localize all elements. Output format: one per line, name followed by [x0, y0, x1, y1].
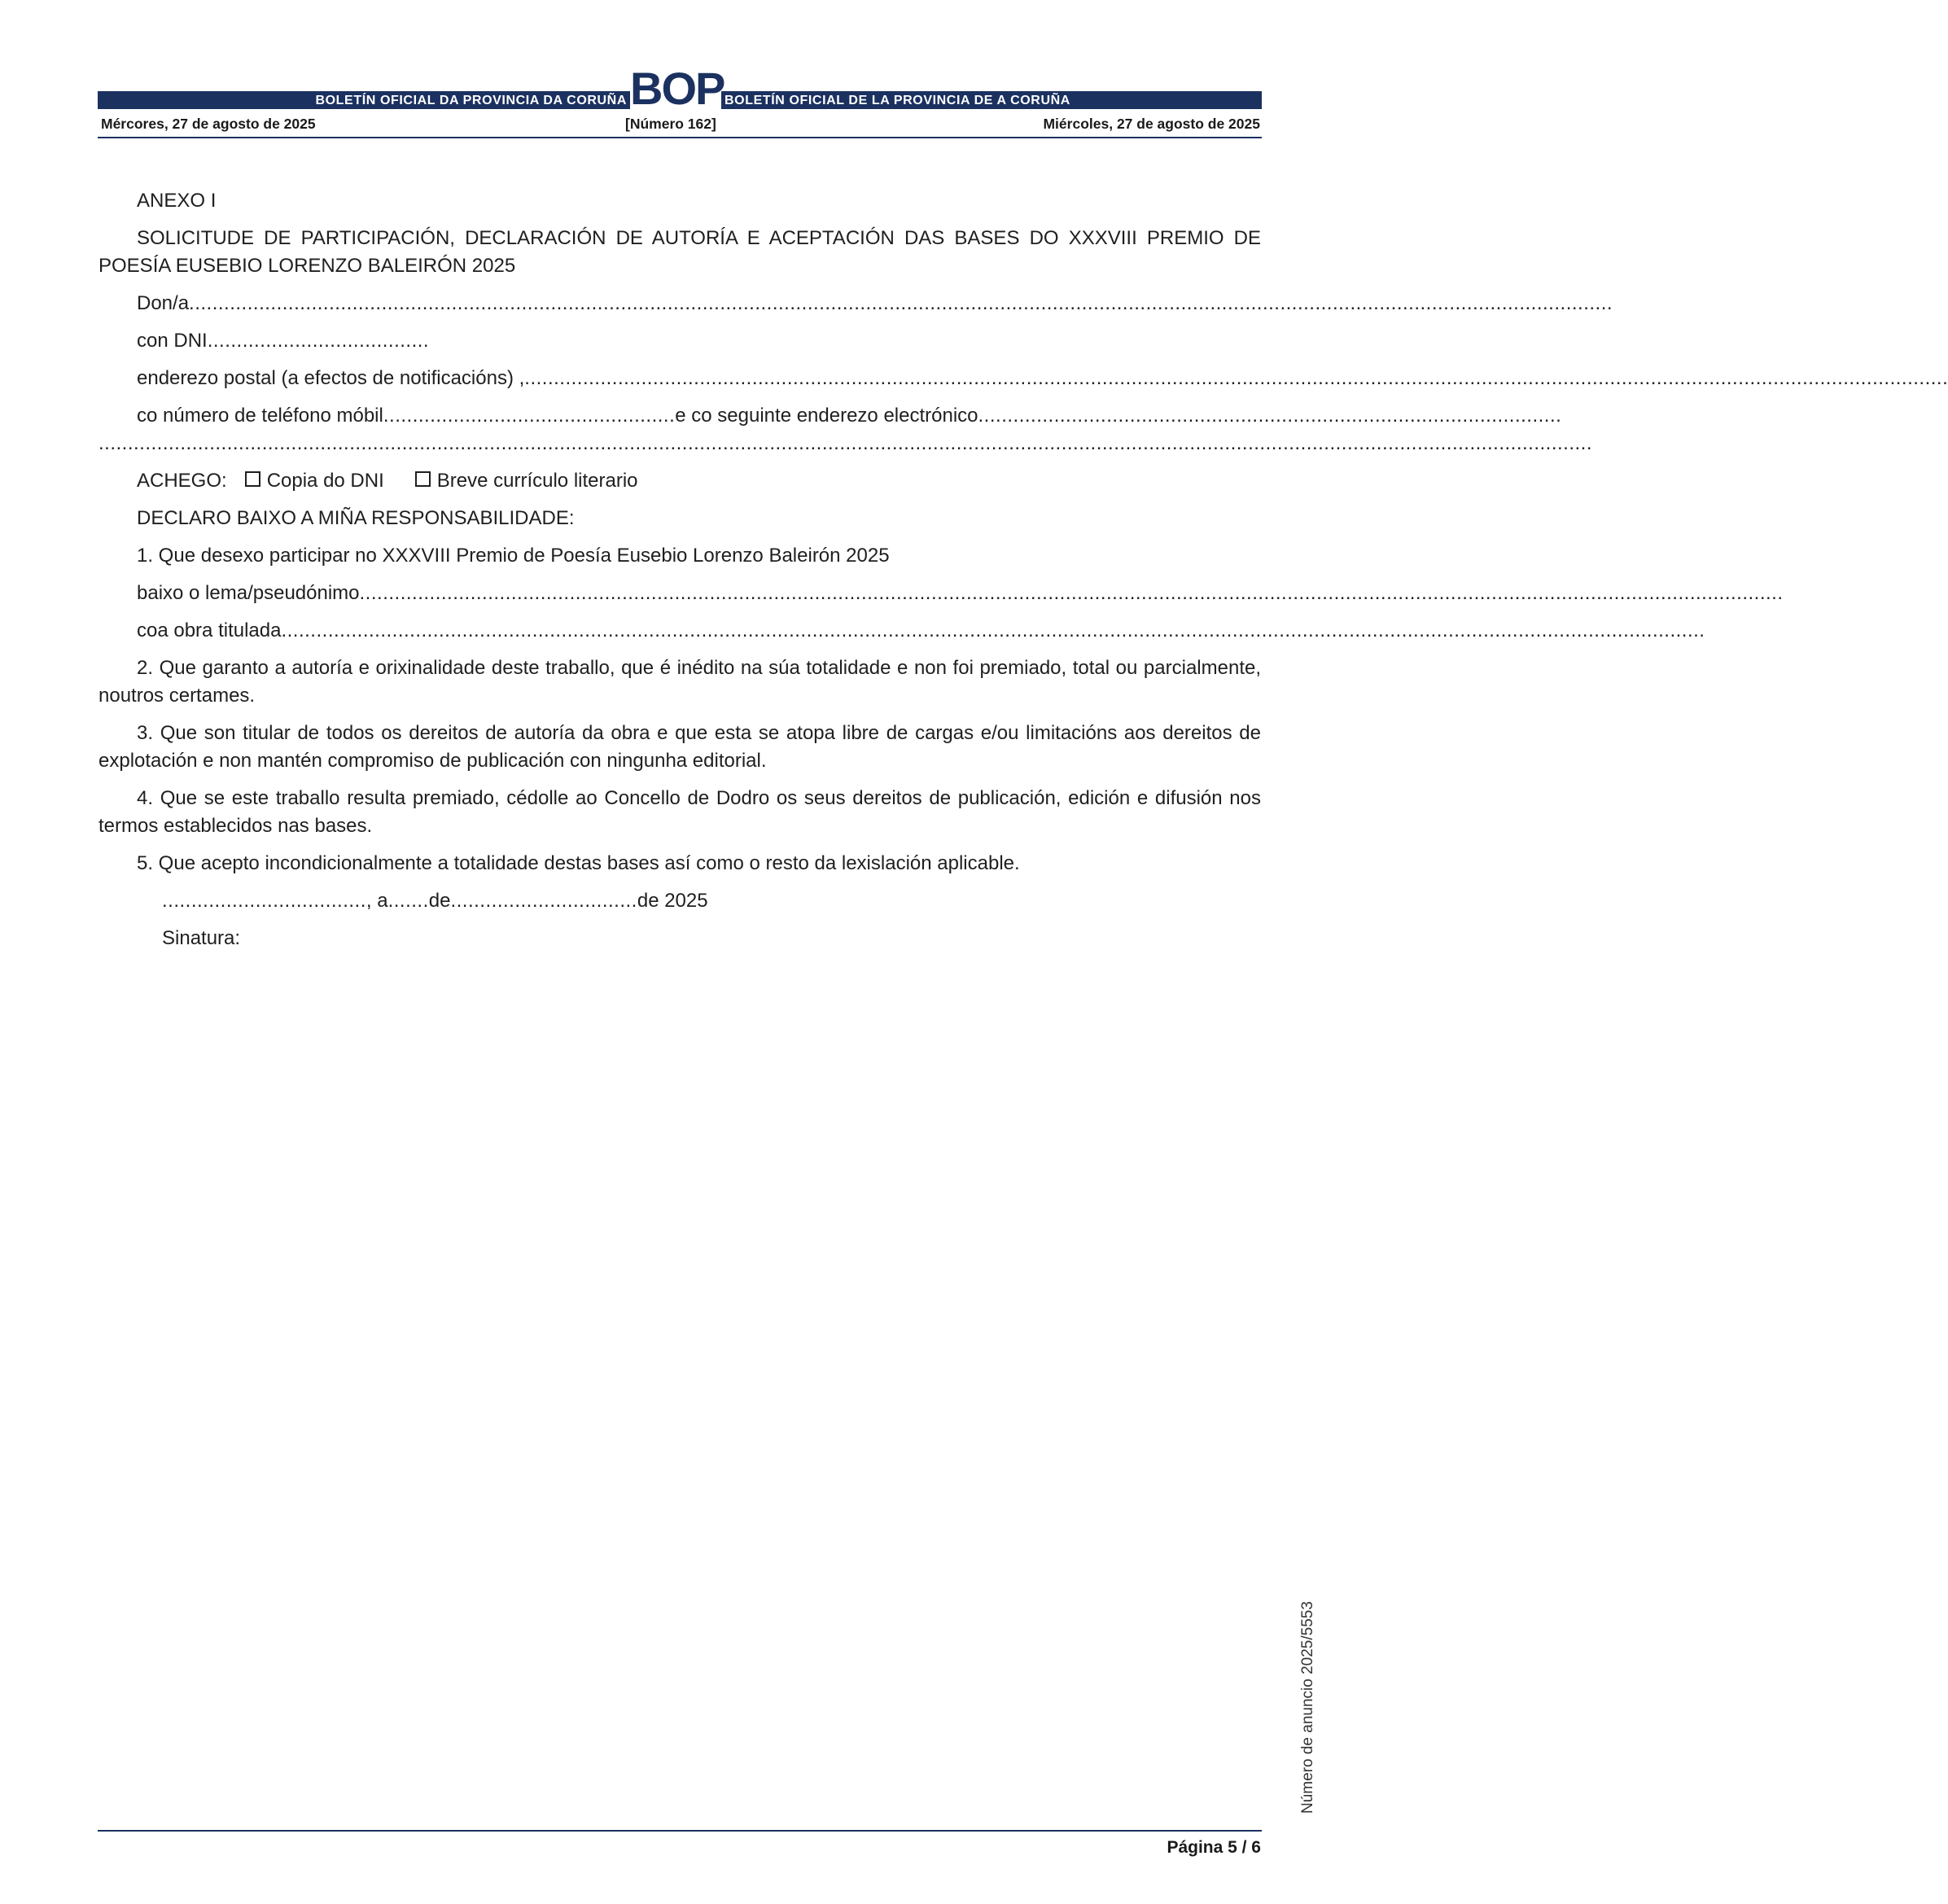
- declaration-item-1: 1. Que desexo participar no XXXVIII Premio de Poesía Eusebio Lorenzo Baleirón 2025: [137, 545, 890, 567]
- place-blank: ...................................: [162, 890, 366, 912]
- dni-blank: ......................................: [207, 330, 430, 352]
- email-blank: ....................................................................................................: [978, 405, 1562, 427]
- name-field-line: [98, 290, 1613, 317]
- place-date-year: de 2025: [637, 890, 708, 912]
- header-date-es: Miércoles, 27 de agosto de 2025: [1043, 116, 1260, 132]
- name-label: Don/a: [137, 292, 190, 314]
- work-title-label: coa obra titulada: [137, 619, 282, 641]
- day-blank: .......: [387, 890, 429, 912]
- declaration-heading: DECLARO BAIXO A MIÑA RESPONSABILIDADE:: [137, 507, 575, 529]
- place-date-de: de: [428, 890, 451, 912]
- phone-email-field-line: [98, 402, 1562, 430]
- attachments-label: ACHEGO:: [137, 470, 227, 492]
- dni-copy-label: Copia do DNI: [266, 470, 384, 492]
- declaration-item-3: 3. Que son titular de todos os dereitos de autoría da obra e que esta se atopa libre de cargas e/ou limitacións aos dereitos de explotación e non mantén compromiso de publicación con ningunha editorial.: [98, 722, 1261, 772]
- header-issue-number: [Número 162]: [625, 116, 716, 132]
- header-band-title-es: BOLETÍN OFICIAL DE LA PROVINCIA DE A CORUÑA: [724, 94, 1070, 107]
- form-title: SOLICITUDE DE PARTICIPACIÓN, DECLARACIÓN DE AUTORÍA E ACEPTACIÓN DAS BASES DO XXXVIII PREMIO DE POESÍA EUSEBIO LORENZO BALEIRÓN 2025: [98, 227, 1261, 277]
- pseudonym-blank: ....................................................................................................................................................................................................................................................: [359, 582, 1784, 604]
- bop-logo: BOP: [630, 63, 724, 114]
- page-number: Página 5 / 6: [1167, 1838, 1261, 1857]
- month-blank: ................................: [450, 890, 637, 912]
- dni-copy-checkbox[interactable]: [245, 471, 260, 487]
- declaration-item-2: 2. Que garanto a autoría e orixinalidade deste traballo, que é inédito na súa totalidade e non foi premiado, total ou parcialmente, noutros certames.: [98, 657, 1261, 707]
- declaration-item-5: 5. Que acepto incondicionalmente a totalidade destas bases así como o resto da lexislación aplicable.: [137, 852, 1020, 874]
- footer-divider: [98, 1830, 1262, 1832]
- name-blank: ....................................................................................................................................................................................................................................................: [189, 292, 1613, 314]
- email-blank-continued: ................................................................................................................................................................................................................................................................: [98, 432, 1592, 454]
- work-title-field-line: [98, 617, 1705, 645]
- place-date-a: , a: [366, 890, 388, 912]
- header-date-gl: Mércores, 27 de agosto de 2025: [101, 116, 316, 132]
- address-label: enderezo postal (a efectos de notificacións) ,: [137, 367, 525, 389]
- header-band-title-gl: BOLETÍN OFICIAL DA PROVINCIA DA CORUÑA: [315, 94, 627, 107]
- annex-heading: ANEXO I: [137, 190, 217, 212]
- phone-blank: ..................................................: [383, 405, 676, 427]
- header-divider: [98, 137, 1262, 138]
- pseudonym-label: baixo o lema/pseudónimo: [137, 582, 360, 604]
- address-field-line: [98, 365, 1948, 392]
- place-date-line: [98, 887, 1261, 915]
- email-label: e co seguinte enderezo electrónico: [675, 405, 978, 427]
- attachments-line: [98, 467, 1261, 495]
- dni-label: con DNI: [137, 330, 208, 352]
- cv-checkbox[interactable]: [415, 471, 431, 487]
- signature-label: Sinatura:: [162, 927, 241, 949]
- declaration-item-4: 4. Que se este traballo resulta premiado, cédolle ao Concello de Dodro os seus dereitos de publicación, edición e difusión nos termos establecidos nas bases.: [98, 787, 1261, 837]
- cv-label: Breve currículo literario: [436, 470, 638, 492]
- email-continuation-line: [98, 430, 1592, 457]
- address-blank: ....................................................................................................................................................................................................................................................: [524, 367, 1948, 389]
- work-title-blank: ....................................................................................................................................................................................................................................................: [281, 619, 1705, 641]
- pseudonym-field-line: [98, 580, 1784, 607]
- dni-field-line: [98, 327, 1261, 355]
- document-body: [98, 187, 1948, 962]
- signature-line: [98, 925, 1261, 952]
- announcement-number: Número de anuncio 2025/5553: [1299, 1601, 1316, 1814]
- phone-label: co número de teléfono móbil: [137, 405, 383, 427]
